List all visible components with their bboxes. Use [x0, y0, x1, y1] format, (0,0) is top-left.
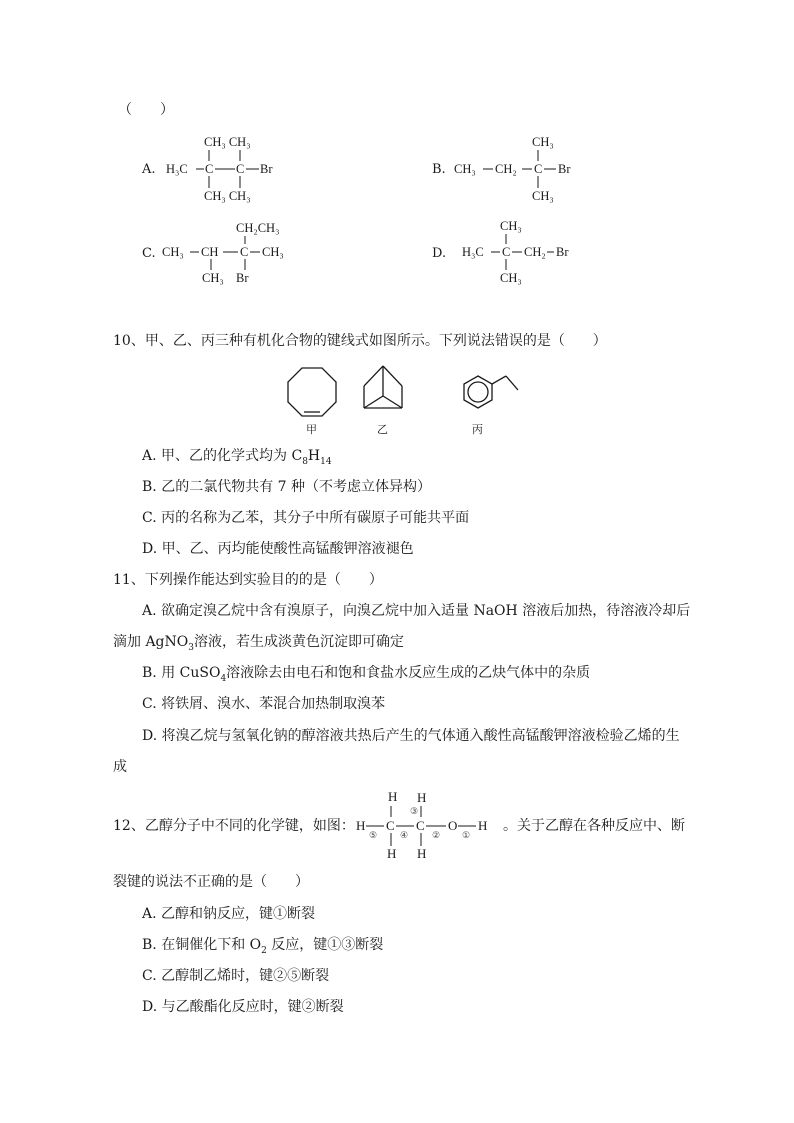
structure-a-left: H₃C — [166, 162, 188, 176]
ethanol-h-left: H — [356, 818, 366, 833]
ethanol-h-bottom-c2: H — [417, 846, 427, 861]
structure-c-bottom-left: CH₃ — [202, 271, 224, 285]
structure-d-c2: CH₂ — [524, 245, 546, 259]
q10-option-a-mid: H — [307, 448, 321, 464]
q12-option-c: C. 乙醇制乙烯时，键②⑤断裂 — [142, 968, 330, 984]
q10-option-a-sub1: 8 — [302, 456, 308, 467]
structure-b-left: CH₃ — [454, 162, 476, 176]
structure-c-c2: C — [240, 245, 249, 259]
q11-option-a-line1: A. 欲确定溴乙烷中含有溴原子，向溴乙烷中加入适量 NaOH 溶液后加热，待溶液冷却后 — [142, 603, 691, 619]
q12-stem-line2: 裂键的说法不正确的是（ ） — [113, 874, 309, 890]
structure-c — [160, 216, 300, 292]
q11-option-d-line2: 成 — [113, 759, 127, 775]
q11-option-d-line1: D. 将溴乙烷与氢氧化钠的醇溶液共热后产生的气体通入酸性高锰酸钾溶液检验乙烯的生 — [142, 728, 680, 744]
ethanol-h-bottom-c1: H — [387, 846, 397, 861]
fig-label-bing: 丙 — [472, 424, 483, 436]
q10-option-b: B. 乙的二氯代物共有 7 种（不考虑立体异构） — [142, 479, 431, 495]
q12-option-b-post: 反应，键①③断裂 — [266, 937, 384, 953]
structure-b-top: CH₃ — [532, 135, 554, 149]
q10-option-c: C. 丙的名称为乙苯，其分子中所有碳原子可能共平面 — [142, 510, 470, 526]
option-d-label: D. — [432, 246, 447, 261]
structure-d-c1: C — [502, 245, 511, 259]
q12-option-b-pre: B. 在铜催化下和 O — [142, 937, 262, 953]
q11-option-b — [142, 663, 590, 689]
structure-d-right: Br — [556, 245, 569, 259]
structure-c-right: CH₃ — [262, 245, 284, 259]
structure-a-c1: C — [205, 162, 214, 176]
q11-option-c: C. 将铁屑、溴水、苯混合加热制取溴苯 — [142, 696, 386, 712]
ethanol-o: O — [448, 818, 458, 833]
option-c-label: C. — [142, 246, 156, 261]
q10-option-a-sub2: 14 — [320, 456, 332, 467]
structure-b-c1: CH₂ — [495, 162, 517, 176]
structure-d-left: H₃C — [462, 245, 484, 259]
q12-stem-pre: 12、乙醇分子中不同的化学键，如图： — [113, 818, 355, 834]
q12-option-a: A. 乙醇和钠反应，键①断裂 — [142, 906, 316, 922]
q11-stem: 11、下列操作能达到实验目的的是（ ） — [113, 572, 383, 588]
ethanol-h-top-c2: H — [417, 790, 427, 805]
structure-c-c1: CH — [201, 245, 219, 259]
ethylbenzene-structure — [464, 376, 518, 408]
q11-option-a-line2-post: 溶液，若生成淡黄色沉淀即可确定 — [193, 634, 404, 650]
q12-option-b — [142, 935, 383, 961]
bond-label-5: ⑤ — [369, 830, 378, 840]
ethanol-h-right: H — [478, 818, 488, 833]
q12-stem-post: 。关于乙醇在各种反应中、断 — [503, 818, 685, 834]
q11-option-a-line2-pre: 滴加 AgNO — [113, 634, 189, 650]
structure-b-bottom: CH₃ — [532, 189, 554, 203]
structure-c-top: CH₂CH₃ — [236, 221, 280, 235]
ethanol-bond-diagram — [352, 786, 500, 862]
bond-label-3: ③ — [410, 806, 419, 816]
bond-label-4: ④ — [400, 830, 409, 840]
q11-option-b-pre: B. 用 CuSO — [142, 665, 221, 681]
q12-option-d: D. 与乙酸酯化反应时，键②断裂 — [142, 999, 344, 1015]
option-b-label: B. — [432, 162, 446, 177]
q10-figure — [280, 356, 540, 438]
q10-stem: 10、甲、乙、丙三种有机化合物的键线式如图所示。下列说法错误的是（ ） — [113, 333, 607, 349]
q11-option-b-sub: 4 — [220, 673, 227, 684]
structure-b — [450, 130, 590, 206]
structure-c-left: CH₃ — [162, 245, 184, 259]
q11-option-a-line2 — [113, 632, 404, 658]
ethanol-c2: C — [416, 818, 425, 833]
structure-a-right: Br — [260, 162, 273, 176]
structure-d-top: CH₃ — [500, 219, 522, 233]
cyclooctene-structure — [288, 368, 336, 416]
bicyclooctane-structure — [364, 366, 402, 408]
answer-bracket: （ ） — [118, 102, 174, 118]
structure-d — [450, 216, 590, 292]
structure-a — [160, 130, 290, 206]
q11-option-b-post: 溶液除去由电石和饱和食盐水反应生成的乙炔气体中的杂质 — [226, 665, 591, 681]
bond-label-2: ② — [432, 830, 441, 840]
structure-b-right: Br — [558, 162, 571, 176]
structure-a-bottom: CH₃ CH₃ — [204, 189, 251, 203]
q12-option-b-sub: 2 — [261, 945, 267, 956]
ethanol-h-top-c1: H — [388, 789, 398, 804]
q11-option-a-line2-sub: 3 — [188, 642, 194, 653]
structure-a-c2: C — [236, 162, 245, 176]
fig-label-yi: 乙 — [377, 424, 388, 436]
fig-label-jia: 甲 — [306, 424, 317, 436]
structure-b-c2: C — [534, 162, 543, 176]
structure-c-bottom: Br — [236, 271, 249, 285]
q10-option-a-prefix: A. 甲、乙的化学式均为 C — [142, 448, 303, 464]
bond-label-1: ① — [462, 830, 471, 840]
q10-option-a — [142, 446, 332, 472]
structure-a-top: CH₃ CH₃ — [204, 135, 251, 149]
option-a-label: A. — [142, 162, 156, 177]
q10-option-d: D. 甲、乙、丙均能使酸性高锰酸钾溶液褪色 — [142, 541, 414, 557]
structure-d-bottom: CH₃ — [500, 271, 522, 285]
ethanol-c1: C — [386, 818, 395, 833]
